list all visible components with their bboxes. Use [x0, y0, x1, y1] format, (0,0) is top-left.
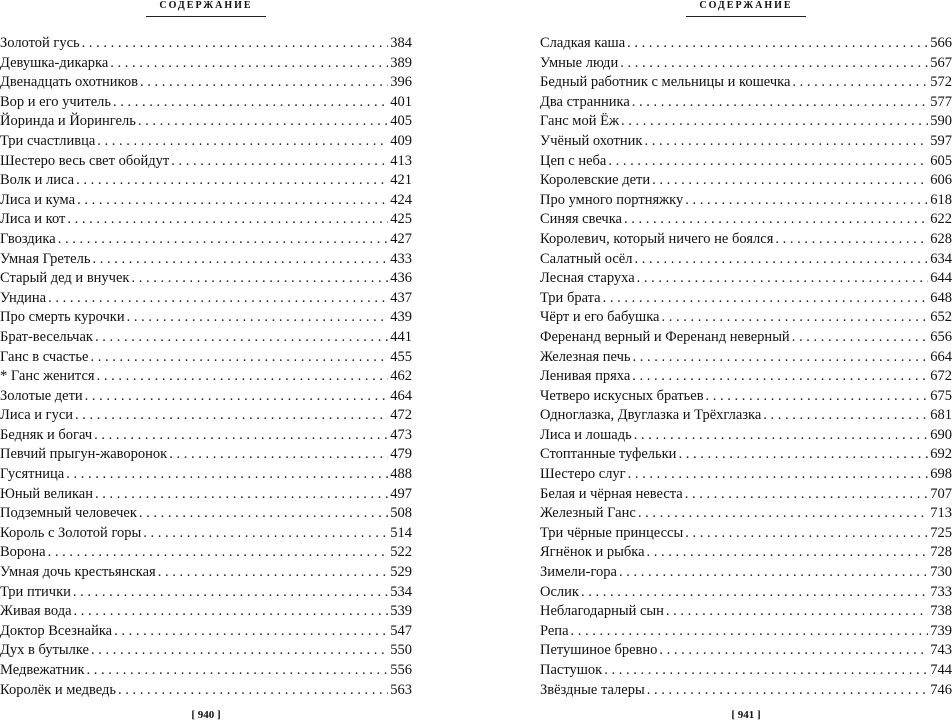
running-head: [0, 0, 412, 17]
toc-entry: [540, 622, 952, 642]
toc-entry-page: 473: [390, 426, 412, 443]
toc-entry: [540, 583, 952, 603]
toc-entry-title: Ганс мой Ёж: [540, 113, 619, 130]
toc-dot-leader: [143, 524, 388, 544]
toc-entry-page: 396: [390, 74, 412, 91]
toc-dot-leader: [632, 367, 928, 387]
toc-entry-title: Синяя свечка: [540, 211, 622, 228]
toc-entry-title: Железный Ганс: [540, 505, 636, 522]
toc-entry: [540, 328, 952, 348]
toc-entry: [540, 367, 952, 387]
toc-entry-page: 744: [930, 662, 952, 678]
toc-entry: [0, 485, 412, 505]
toc-entry: [540, 93, 952, 113]
toc-dot-leader: [792, 328, 929, 348]
toc-entry: [540, 230, 952, 250]
toc-dot-leader: [114, 622, 388, 642]
toc-dot-leader: [659, 641, 928, 661]
toc-entry-page: 421: [390, 172, 412, 189]
toc-entry-title: Двенадцать охотников: [0, 74, 138, 91]
toc-entry: [540, 563, 952, 583]
toc-entry-page: 462: [390, 368, 412, 385]
toc-entry-page: 738: [930, 603, 952, 620]
toc-entry: [540, 348, 952, 368]
toc-dot-leader: [637, 269, 929, 289]
toc-entry-title: Неблагодарный сын: [540, 603, 664, 620]
toc-entry: [0, 112, 412, 132]
toc-dot-leader: [66, 465, 388, 485]
toc-entry-page: 728: [930, 544, 952, 561]
toc-entry-page: 733: [930, 583, 952, 600]
toc-dot-leader: [131, 269, 388, 289]
toc-entry-page: 529: [390, 564, 412, 581]
toc-dot-leader: [647, 681, 929, 701]
toc-dot-leader: [95, 328, 388, 348]
toc-entry: [0, 191, 412, 211]
toc-entry: [0, 504, 412, 524]
toc-entry: [540, 54, 952, 74]
toc-entry-title: Белая и чёрная невеста: [540, 485, 683, 502]
toc-entry: [0, 465, 412, 485]
toc-entry: [0, 348, 412, 368]
toc-entry-page: 550: [390, 642, 412, 659]
toc-entry: [540, 485, 952, 505]
toc-entry-page: 605: [930, 152, 952, 169]
toc-dot-leader: [619, 563, 928, 583]
toc-entry-page: 488: [390, 466, 412, 483]
toc-entry: [540, 112, 952, 132]
toc-entry-page: 455: [390, 348, 412, 365]
toc-entry: [540, 250, 952, 270]
toc-entry: [540, 406, 952, 426]
toc-entry-title: Золотой гусь: [0, 35, 80, 51]
toc-entry: [0, 426, 412, 446]
toc-entry: [540, 524, 952, 544]
toc-entry-page: 522: [390, 544, 412, 561]
toc-entry: [540, 152, 952, 172]
toc-dot-leader: [608, 152, 928, 172]
toc-entry-page: 433: [390, 250, 412, 267]
toc-entry-title: Пастушок: [540, 662, 603, 678]
toc-entry-page: 656: [930, 328, 952, 345]
toc-entry: [540, 661, 952, 681]
toc-entry-title: Юный великан: [0, 485, 94, 502]
toc-dot-leader: [169, 445, 388, 465]
toc-entry-title: Репа: [540, 622, 569, 639]
running-head-rule: [146, 16, 266, 17]
toc-dot-leader: [638, 504, 928, 524]
toc-entry-page: 497: [390, 485, 412, 502]
toc-entry: [540, 191, 952, 211]
toc-entry: [540, 289, 952, 309]
toc-entry-title: Король с Золотой горы: [0, 524, 142, 541]
toc-entry-title: Ференанд верный и Ференанд неверный: [540, 328, 790, 345]
toc-entry: [0, 602, 412, 622]
toc-entry-title: Чёрт и его бабушка: [540, 309, 660, 326]
toc-entry-title: Три чёрные принцессы: [540, 524, 684, 541]
toc-entry-title: Зимели-гора: [540, 564, 617, 581]
toc-entry-title: Доктор Всезнайка: [0, 622, 113, 639]
toc-entry-page: 563: [390, 681, 412, 698]
toc-entry-page: 681: [930, 407, 952, 424]
toc-dot-leader: [76, 171, 388, 191]
toc-entry-page: 743: [930, 642, 952, 659]
toc-entry-title: Золотые дети: [0, 387, 83, 404]
toc-entry-title: Подземный человечек: [0, 505, 137, 522]
toc-dot-leader: [581, 583, 928, 603]
toc-entry: [0, 34, 412, 54]
toc-entry-title: Железная печь: [540, 348, 631, 365]
toc-entry-page: 730: [930, 564, 952, 581]
toc-dot-leader: [620, 54, 928, 74]
toc-entry-page: 622: [930, 211, 952, 228]
toc-dot-leader: [82, 34, 389, 54]
toc-entry-title: Ундина: [0, 289, 47, 306]
toc-entry-page: 739: [930, 622, 952, 639]
toc-entry-title: Про смерть курочки: [0, 309, 125, 326]
toc-entry: [0, 524, 412, 544]
toc-entry-title: Лиса и гуси: [0, 407, 74, 424]
toc-entry-page: 725: [930, 524, 952, 541]
toc-entry: [540, 171, 952, 191]
toc-dot-leader: [685, 191, 928, 211]
toc-dot-leader: [792, 73, 928, 93]
toc-entry-title: Умная дочь крестьянская: [0, 564, 156, 581]
toc-entry-page: 664: [930, 348, 952, 365]
toc-entry-page: 389: [390, 54, 412, 71]
toc-entry: [0, 210, 412, 230]
toc-entry: [540, 73, 952, 93]
running-head: [540, 0, 952, 17]
toc-entry-title: Девушка-дикарка: [0, 54, 109, 71]
toc-entry-title: Лиса и кот: [0, 211, 66, 228]
toc-entry: [540, 543, 952, 563]
toc-entry-page: 634: [930, 250, 952, 267]
toc-dot-leader: [113, 93, 388, 113]
toc-dot-leader: [603, 289, 929, 309]
toc-dot-leader: [627, 34, 928, 54]
toc-entry-title: Шестеро слуг: [540, 466, 626, 483]
toc-dot-leader: [85, 387, 389, 407]
toc-entry-title: Дух в бутылке: [0, 642, 89, 659]
toc-entry-title: Гусятница: [0, 466, 65, 483]
toc-dot-leader: [87, 661, 389, 681]
toc-entry-title: Королевич, который ничего не боялся: [540, 230, 774, 247]
toc-dot-leader: [97, 132, 388, 152]
toc-entry-page: 464: [390, 387, 412, 404]
toc-entry-page: 441: [390, 328, 412, 345]
toc-entry-title: Салатный осёл: [540, 250, 633, 267]
toc-dot-leader: [775, 230, 928, 250]
toc-dot-leader: [678, 445, 928, 465]
toc-dot-leader: [97, 367, 389, 387]
toc-dot-leader: [95, 485, 388, 505]
toc-entry-page: 572: [930, 74, 952, 91]
toc-entry: [0, 328, 412, 348]
toc-dot-leader: [685, 485, 929, 505]
toc-entry-title: Вор и его учитель: [0, 93, 112, 110]
toc-entry-page: 566: [930, 35, 952, 51]
toc-entry: [540, 387, 952, 407]
toc-entry-title: Живая вода: [0, 603, 72, 620]
left-page: [0, 0, 412, 724]
toc-entry-page: 479: [390, 446, 412, 463]
toc-entry-page: 439: [390, 309, 412, 326]
toc-entry: [0, 54, 412, 74]
toc-entry-page: 437: [390, 289, 412, 306]
toc-entry-title: Королёк и медведь: [0, 681, 117, 698]
toc-dot-leader: [666, 602, 928, 622]
toc-entry: [0, 583, 412, 603]
toc-entry-title: Медвежатник: [0, 662, 85, 678]
toc-dot-leader: [91, 641, 388, 661]
toc-entry-page: 675: [930, 387, 952, 404]
toc-entry-page: 597: [930, 132, 952, 149]
toc-entry-page: 628: [930, 230, 952, 247]
right-page: [540, 0, 952, 724]
toc-entry-page: 698: [930, 466, 952, 483]
page-number: [ 941 ]: [731, 709, 761, 721]
table-of-contents-right: [540, 34, 952, 700]
toc-entry-title: Ленивая пряха: [540, 368, 631, 385]
toc-entry: [0, 93, 412, 113]
toc-entry: [0, 543, 412, 563]
toc-dot-leader: [628, 465, 929, 485]
toc-entry-page: 409: [390, 132, 412, 149]
toc-dot-leader: [158, 563, 389, 583]
toc-entry: [0, 406, 412, 426]
running-head-rule: [686, 16, 806, 17]
toc-dot-leader: [634, 426, 929, 446]
toc-entry: [0, 152, 412, 172]
toc-entry-page: 577: [930, 93, 952, 110]
toc-entry-page: 746: [930, 681, 952, 698]
toc-entry-title: Про умного портняжку: [540, 191, 684, 208]
toc-entry-page: 556: [390, 662, 412, 678]
toc-entry-page: 425: [390, 211, 412, 228]
toc-entry-title: Королевские дети: [540, 172, 651, 189]
toc-dot-leader: [647, 543, 929, 563]
toc-entry: [0, 563, 412, 583]
toc-entry: [0, 132, 412, 152]
toc-entry-title: Лесная старуха: [540, 270, 635, 287]
toc-entry: [0, 367, 412, 387]
toc-entry-title: Ганс в счастье: [0, 348, 89, 365]
toc-dot-leader: [644, 132, 928, 152]
toc-dot-leader: [706, 387, 929, 407]
toc-dot-leader: [685, 524, 928, 544]
toc-entry-title: Три брата: [540, 289, 601, 306]
toc-entry-title: * Ганс женится: [0, 368, 95, 385]
toc-entry-title: Брат-весельчак: [0, 328, 93, 345]
toc-entry: [0, 387, 412, 407]
toc-dot-leader: [67, 210, 388, 230]
toc-entry-title: Волк и лиса: [0, 172, 75, 189]
toc-dot-leader: [48, 289, 388, 309]
toc-entry-title: Умные люди: [540, 54, 619, 71]
toc-entry: [540, 681, 952, 701]
toc-entry: [0, 269, 412, 289]
toc-entry: [540, 34, 952, 54]
toc-dot-leader: [127, 308, 389, 328]
toc-entry-page: 508: [390, 505, 412, 522]
toc-dot-leader: [110, 54, 388, 74]
toc-entry-title: Одноглазка, Двуглазка и Трёхглазка: [540, 407, 762, 424]
toc-dot-leader: [621, 112, 928, 132]
toc-dot-leader: [633, 348, 929, 368]
toc-entry-page: 692: [930, 446, 952, 463]
toc-entry-page: 539: [390, 603, 412, 620]
toc-entry-page: 436: [390, 270, 412, 287]
toc-entry: [540, 210, 952, 230]
toc-entry: [540, 269, 952, 289]
toc-entry-page: 713: [930, 505, 952, 522]
toc-dot-leader: [77, 191, 388, 211]
toc-entry-page: 547: [390, 622, 412, 639]
toc-entry: [540, 132, 952, 152]
page-number: [ 940 ]: [191, 709, 221, 721]
toc-entry: [540, 445, 952, 465]
toc-dot-leader: [171, 152, 388, 172]
running-head-text: СОДЕРЖАНИЕ: [159, 0, 253, 11]
toc-entry-title: Учёный охотник: [540, 132, 643, 149]
toc-dot-leader: [94, 426, 388, 446]
toc-entry-title: Четверо искусных братьев: [540, 387, 704, 404]
toc-entry: [540, 504, 952, 524]
running-head-text: СОДЕРЖАНИЕ: [699, 0, 793, 11]
toc-entry-page: 707: [930, 485, 952, 502]
toc-entry-page: 472: [390, 407, 412, 424]
table-of-contents-left: [0, 34, 412, 700]
toc-entry: [0, 661, 412, 681]
toc-dot-leader: [624, 210, 928, 230]
toc-dot-leader: [75, 406, 388, 426]
toc-entry-title: Лиса и лошадь: [540, 426, 632, 443]
toc-dot-leader: [763, 406, 928, 426]
toc-entry-page: 690: [930, 426, 952, 443]
toc-dot-leader: [632, 93, 928, 113]
toc-entry: [0, 171, 412, 191]
toc-entry-page: 405: [390, 113, 412, 130]
toc-entry-title: Три счастливца: [0, 132, 96, 149]
toc-entry-title: Ослик: [540, 583, 579, 600]
toc-entry-page: 534: [390, 583, 412, 600]
toc-entry: [0, 230, 412, 250]
toc-entry-page: 567: [930, 54, 952, 71]
toc-entry-title: Лиса и кума: [0, 191, 76, 208]
toc-entry: [540, 602, 952, 622]
toc-entry-title: Шестеро весь свет обойдут: [0, 152, 170, 169]
toc-entry: [0, 445, 412, 465]
toc-dot-leader: [604, 661, 928, 681]
toc-entry-title: Старый дед и внучек: [0, 270, 130, 287]
toc-entry-page: 648: [930, 289, 952, 306]
toc-dot-leader: [58, 230, 389, 250]
toc-entry-page: 384: [390, 35, 412, 51]
toc-dot-leader: [138, 112, 388, 132]
toc-entry-title: Ягнёнок и рыбка: [540, 544, 645, 561]
toc-entry: [0, 681, 412, 701]
toc-entry: [540, 465, 952, 485]
toc-entry-title: Бедный работник с мельницы и кошечка: [540, 74, 791, 91]
toc-entry-title: Певчий прыгун-жаворонок: [0, 446, 168, 463]
toc-entry-title: Цеп с неба: [540, 152, 607, 169]
toc-entry-page: 514: [390, 524, 412, 541]
toc-dot-leader: [661, 308, 928, 328]
toc-entry-title: Ворона: [0, 544, 46, 561]
toc-entry: [540, 308, 952, 328]
toc-entry: [540, 641, 952, 661]
toc-dot-leader: [92, 250, 388, 270]
toc-dot-leader: [74, 602, 389, 622]
toc-entry-page: 424: [390, 191, 412, 208]
toc-entry-title: Два странника: [540, 93, 630, 110]
toc-entry-page: 401: [390, 93, 412, 110]
toc-dot-leader: [139, 504, 388, 524]
toc-entry-title: Звёздные талеры: [540, 681, 645, 698]
toc-entry-title: Петушиное бревно: [540, 642, 658, 659]
toc-entry-page: 590: [930, 113, 952, 130]
toc-entry-page: 413: [390, 152, 412, 169]
toc-entry-title: Сладкая каша: [540, 35, 626, 51]
toc-entry: [0, 250, 412, 270]
toc-entry-title: Умная Гретель: [0, 250, 91, 267]
toc-entry-page: 618: [930, 191, 952, 208]
toc-entry-title: Три птички: [0, 583, 71, 600]
toc-dot-leader: [571, 622, 929, 642]
toc-entry-page: 644: [930, 270, 952, 287]
toc-entry-title: Стоптанные туфельки: [540, 446, 677, 463]
toc-dot-leader: [48, 543, 389, 563]
toc-dot-leader: [73, 583, 388, 603]
toc-dot-leader: [90, 348, 388, 368]
toc-entry: [0, 622, 412, 642]
toc-entry-title: Гвоздика: [0, 230, 56, 247]
toc-entry-title: Йоринда и Йорингель: [0, 113, 136, 130]
toc-entry-page: 606: [930, 172, 952, 189]
toc-entry: [0, 73, 412, 93]
toc-dot-leader: [652, 171, 928, 191]
toc-entry: [540, 426, 952, 446]
toc-dot-leader: [634, 250, 928, 270]
toc-entry: [0, 308, 412, 328]
toc-entry-page: 427: [390, 230, 412, 247]
toc-entry-page: 672: [930, 368, 952, 385]
toc-dot-leader: [140, 73, 388, 93]
toc-entry-page: 652: [930, 309, 952, 326]
toc-entry: [0, 641, 412, 661]
toc-dot-leader: [118, 681, 388, 701]
toc-entry: [0, 289, 412, 309]
toc-entry-title: Бедняк и богач: [0, 426, 93, 443]
